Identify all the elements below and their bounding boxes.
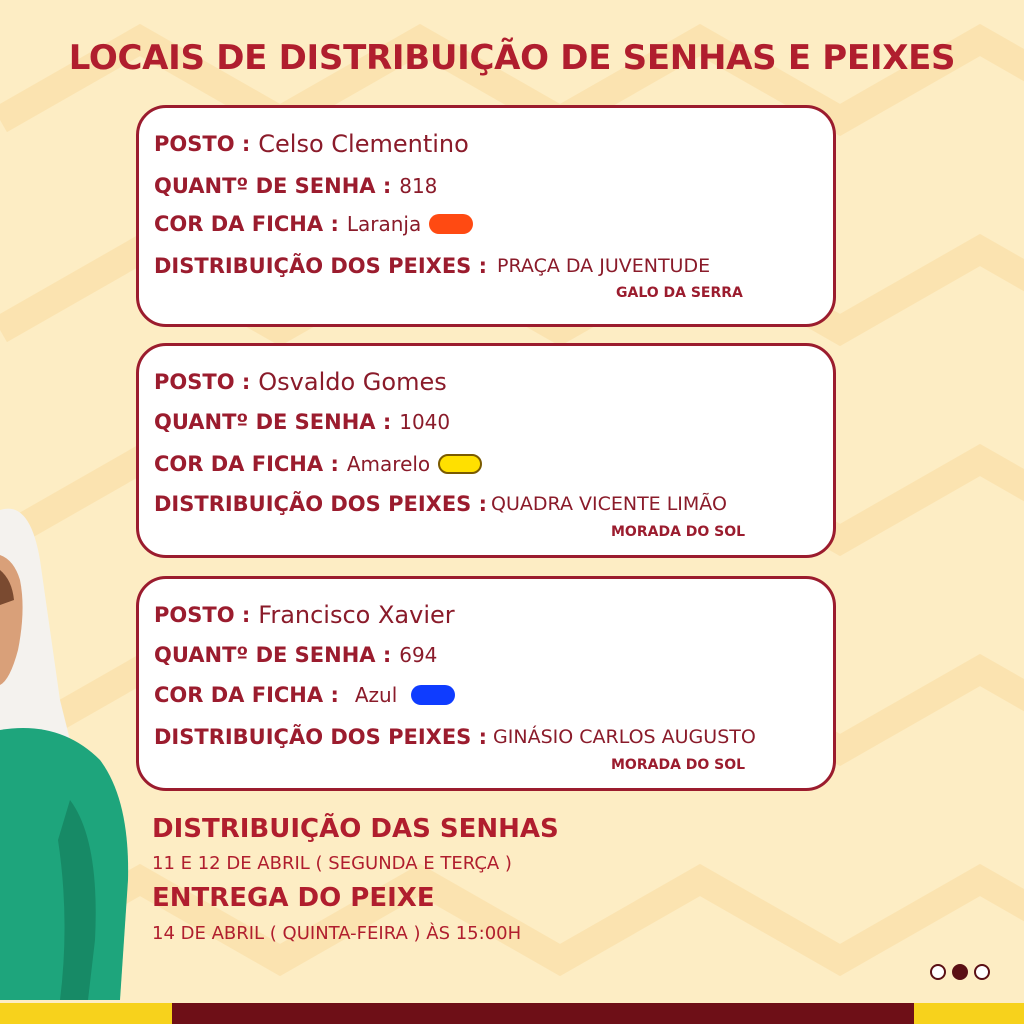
- posto-label: POSTO :: [154, 603, 251, 627]
- dist-value: PRAÇA DA JUVENTUDE: [497, 255, 711, 277]
- quant-row: [154, 174, 437, 198]
- peixe-date: 14 DE ABRIL ( QUINTA-FEIRA ) ÀS 15:00H: [152, 923, 522, 944]
- quant-label: QUANTº DE SENHA :: [154, 174, 392, 198]
- posto-card-2: [136, 343, 836, 558]
- quant-row: [154, 643, 437, 667]
- senhas-dates: 11 E 12 DE ABRIL ( SEGUNDA E TERÇA ): [152, 853, 512, 874]
- posto-value: Celso Clementino: [258, 130, 469, 158]
- carousel-indicator: [930, 964, 990, 980]
- posto-label: POSTO :: [154, 370, 251, 394]
- color-swatch: [429, 214, 473, 234]
- dist-value: GINÁSIO CARLOS AUGUSTO: [493, 726, 756, 748]
- posto-row: [154, 130, 469, 158]
- cor-row: [154, 452, 482, 476]
- carousel-dot-3[interactable]: [974, 964, 990, 980]
- bairro-label: MORADA DO SOL: [611, 524, 746, 540]
- posto-card-1: [136, 105, 836, 327]
- cor-label: COR DA FICHA :: [154, 683, 339, 707]
- peixe-heading: ENTREGA DO PEIXE: [152, 883, 435, 913]
- posto-value: Francisco Xavier: [258, 601, 455, 629]
- footer-bar-yellow-right: [914, 1003, 1024, 1024]
- footer-bar-yellow-left: [0, 1003, 172, 1024]
- dist-row: [154, 492, 727, 516]
- quant-label: QUANTº DE SENHA :: [154, 643, 392, 667]
- posto-label: POSTO :: [154, 132, 251, 156]
- quant-value: 818: [399, 174, 438, 198]
- posto-row: [154, 368, 447, 396]
- dist-row: [154, 254, 710, 278]
- quant-row: [154, 410, 450, 434]
- color-swatch: [411, 685, 455, 705]
- dist-value: QUADRA VICENTE LIMÃO: [491, 493, 727, 515]
- dist-row: [154, 725, 756, 749]
- cor-value: Azul: [354, 683, 398, 707]
- cor-value: Amarelo: [346, 452, 431, 476]
- footer-bar-red: [172, 1003, 914, 1024]
- color-swatch: [438, 454, 482, 474]
- page-title: LOCAIS DE DISTRIBUIÇÃO DE SENHAS E PEIXES: [68, 38, 956, 78]
- carousel-dot-1[interactable]: [930, 964, 946, 980]
- senhas-heading: DISTRIBUIÇÃO DAS SENHAS: [152, 814, 559, 844]
- quant-value: 1040: [399, 410, 451, 434]
- cor-value: Laranja: [346, 212, 422, 236]
- posto-row: [154, 601, 455, 629]
- quant-label: QUANTº DE SENHA :: [154, 410, 392, 434]
- carousel-dot-2[interactable]: [952, 964, 968, 980]
- dist-label: DISTRIBUIÇÃO DOS PEIXES :: [154, 725, 488, 749]
- bairro-label: GALO DA SERRA: [616, 285, 743, 301]
- cor-row: [154, 212, 473, 236]
- dist-label: DISTRIBUIÇÃO DOS PEIXES :: [154, 492, 488, 516]
- posto-card-3: [136, 576, 836, 791]
- cor-row: [154, 683, 455, 707]
- cor-label: COR DA FICHA :: [154, 452, 339, 476]
- posto-value: Osvaldo Gomes: [258, 368, 447, 396]
- person-photo: [0, 500, 140, 1010]
- cor-label: COR DA FICHA :: [154, 212, 339, 236]
- dist-label: DISTRIBUIÇÃO DOS PEIXES :: [154, 254, 488, 278]
- quant-value: 694: [399, 643, 438, 667]
- bairro-label: MORADA DO SOL: [611, 757, 746, 773]
